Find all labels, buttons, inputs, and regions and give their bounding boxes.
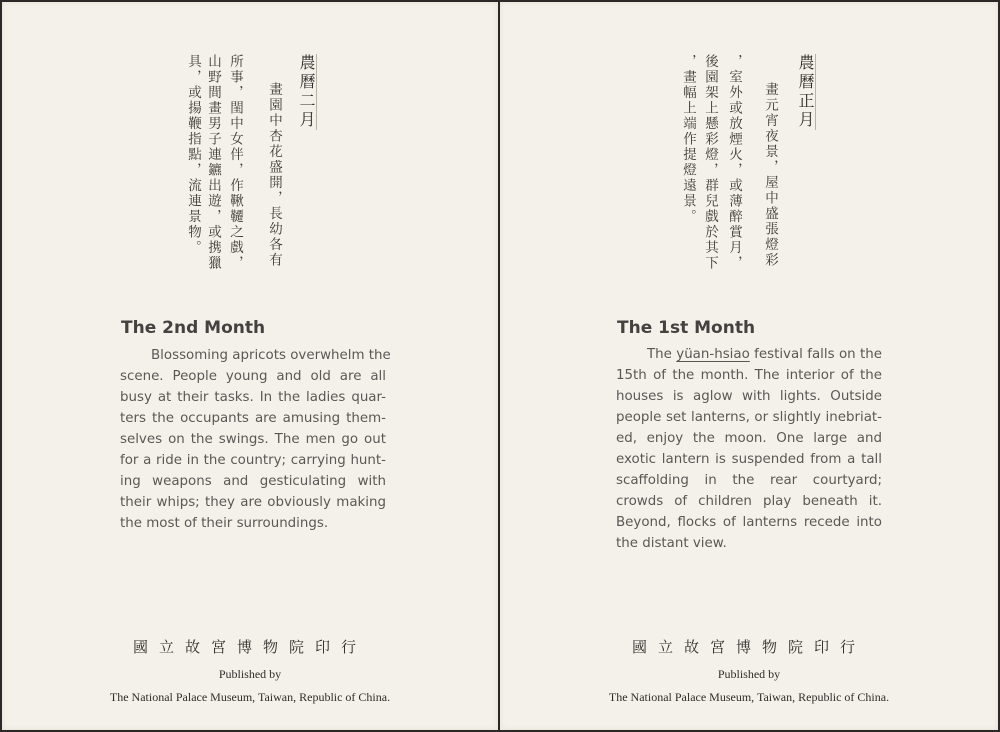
body-line: Beyond, flocks of lanterns recede into xyxy=(616,515,882,530)
section-body xyxy=(616,344,882,554)
body-line: houses is aglow with lights. Outside xyxy=(616,389,882,404)
body-line: ing weapons and gesticulating with xyxy=(120,474,386,489)
body-line: selves on the swings. The men go out xyxy=(120,432,386,447)
body-line: their whips; they are obviously making xyxy=(120,495,386,510)
body-line: 15th of the month. The interior of the xyxy=(616,368,882,383)
body-text: festival falls on the xyxy=(749,347,882,362)
chinese-heading: 農曆正月 xyxy=(796,54,815,130)
body-line: ed, enjoy the moon. One large and xyxy=(616,431,882,446)
body-line: the most of their surroundings. xyxy=(120,516,329,531)
chinese-text-line: 畫元宵夜景，屋中盛張燈彩 xyxy=(762,82,778,268)
publisher-chinese: 國立故宮博物院印行 xyxy=(631,638,866,656)
page-2nd-month xyxy=(2,2,498,730)
chinese-caption xyxy=(172,54,316,274)
body-line: scene. People young and old are all xyxy=(120,369,386,384)
publisher-chinese: 國立故宮博物院印行 xyxy=(132,638,367,656)
page-1st-month xyxy=(500,2,998,730)
chinese-text-line: 山野間畫男子連鑣出遊，或携獵 xyxy=(205,54,221,271)
body-text: The xyxy=(647,347,677,362)
section-title: The 1st Month xyxy=(617,318,756,338)
chinese-text-line: 後園架上懸彩燈，群兒戲於其下 xyxy=(702,54,718,271)
body-line: Blossoming apricots overwhelm the xyxy=(151,348,391,363)
published-by-label: Published by xyxy=(717,667,781,681)
published-by-label: Published by xyxy=(218,667,282,681)
body-line: exotic lantern is suspended from a tall xyxy=(616,452,882,467)
chinese-caption xyxy=(670,54,820,274)
body-line: scaffolding in the rear courtyard; xyxy=(616,473,882,488)
chinese-text-line: 所事，閨中女伴，作鞦韆之戲， xyxy=(227,54,243,271)
body-line xyxy=(616,344,882,365)
body-line: crowds of children play beneath it. xyxy=(616,494,882,509)
body-line: for a ride in the country; carrying hunt- xyxy=(120,453,386,468)
publisher-name: The National Palace Museum, Taiwan, Republic of China. xyxy=(109,690,391,704)
publisher-name: The National Palace Museum, Taiwan, Republic of China. xyxy=(608,690,890,704)
body-line: ters the occupants are amusing them- xyxy=(120,411,386,426)
chinese-text-line: 畫園中杏花盛開，長幼各有 xyxy=(266,82,282,268)
chinese-text-line: 具，或揚鞭指點，流連景物。 xyxy=(185,54,201,256)
body-line: people set lanterns, or slightly inebriat- xyxy=(616,410,882,425)
section-title: The 2nd Month xyxy=(121,318,266,338)
body-line: busy at their tasks. In the ladies quar- xyxy=(120,390,386,405)
chinese-heading: 農曆二月 xyxy=(297,54,316,130)
chinese-text-line: ，畫幅上端作提燈遠景。 xyxy=(680,54,696,225)
section-body xyxy=(120,345,391,534)
body-line: the distant view. xyxy=(616,536,727,551)
chinese-text-line: ，室外或放煙火，或薄醉賞月， xyxy=(726,54,742,271)
festival-term: yüan-hsiao xyxy=(676,347,750,362)
